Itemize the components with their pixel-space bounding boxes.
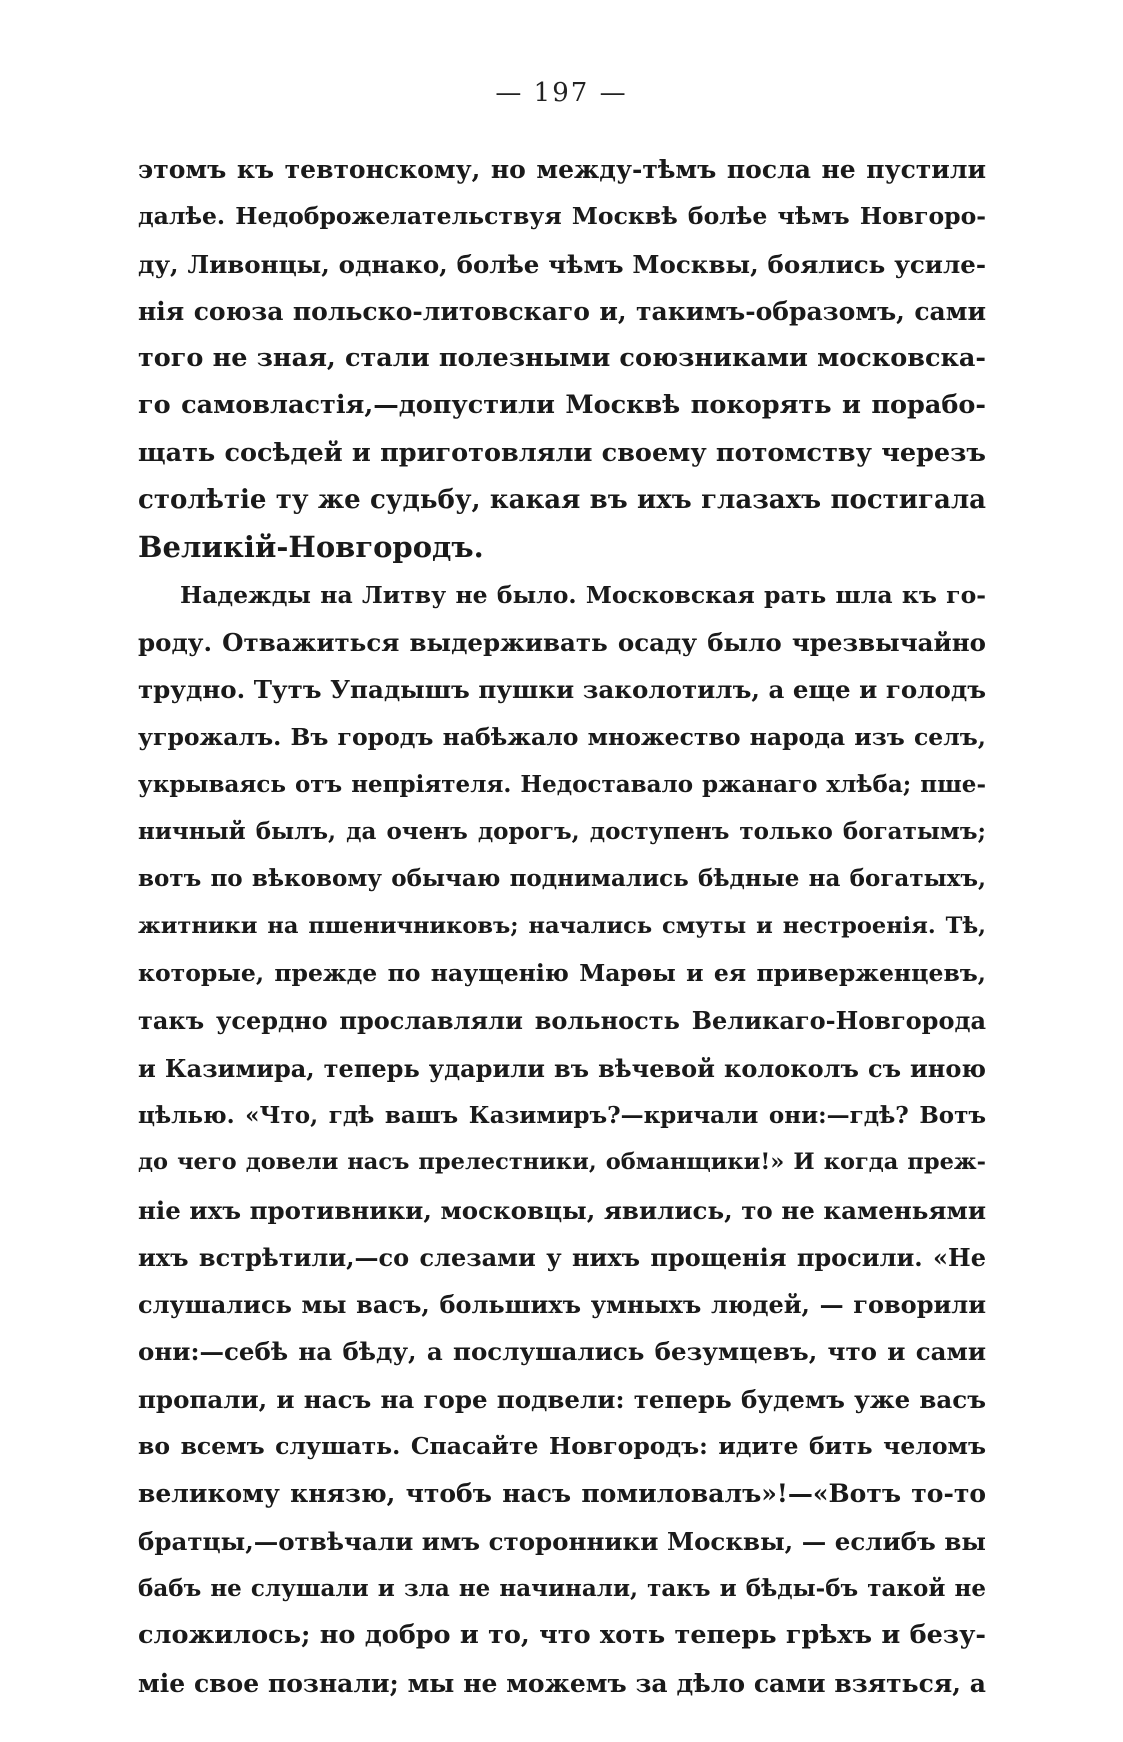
page-number: — 197 — xyxy=(495,78,628,108)
text-line: житники на пшеничниковъ; начались смуты и нестроенія. Тѣ, xyxy=(138,912,986,939)
text-line: Великій-Новгородъ. xyxy=(138,530,484,565)
text-line: которые, прежде по наущенію Марѳы и ея приверженцевъ, xyxy=(138,959,986,988)
text-line: слушались мы васъ, большихъ умныхъ людей, — говорили xyxy=(138,1290,986,1320)
text-line: до чего довели насъ прелестники, обманщики!» И когда преж- xyxy=(138,1149,986,1176)
text-line: бабъ не слушали и зла не начинали, такъ и бѣды-бъ такой не xyxy=(138,1574,986,1602)
text-line: столѣтіе ту же судьбу, какая въ ихъ глазахъ постигала xyxy=(138,485,986,516)
text-line: міе свое познали; мы не можемъ за дѣло сами взяться, а xyxy=(138,1668,986,1698)
text-line: этомъ къ тевтонскому, но между-тѣмъ посла не пустили xyxy=(138,155,986,184)
text-line: братцы,—отвѣчали имъ сторонники Москвы, — еслибъ вы xyxy=(138,1526,986,1556)
text-line: ніе ихъ противники, московцы, явились, то не каменьями xyxy=(138,1195,986,1225)
text-line: го самовластія,—допустили Москвѣ покорять и порабо- xyxy=(138,390,986,421)
text-line: укрываясь отъ непріятеля. Недоставало ржанаго хлѣба; пше- xyxy=(138,770,986,798)
text-line: пропали, и насъ на горе подвели: теперь будемъ уже васъ xyxy=(138,1384,986,1414)
text-line: угрожалъ. Въ городъ набѣжало множество народа изъ селъ, xyxy=(138,722,986,751)
text-line: во всемъ слушать. Спасайте Новгородъ: идите бить челомъ xyxy=(138,1432,986,1461)
text-line: того не зная, стали полезными союзниками московска- xyxy=(138,343,986,374)
text-line: и Казимира, теперь ударили въ вѣчевой колоколъ съ иною xyxy=(138,1053,986,1083)
text-line: цѣлью. «Что, гдѣ вашъ Казимиръ?—кричали они:—гдѣ? Вотъ xyxy=(138,1101,986,1129)
text-line: далѣе. Недоброжелательствуя Москвѣ болѣе чѣмъ Новгоро- xyxy=(138,202,986,231)
text-line: сложилось; но добро и то, что хоть теперь грѣхъ и безу- xyxy=(138,1620,986,1651)
text-line: Надежды на Литву не было. Московская рать шла къ го- xyxy=(180,580,986,609)
text-line: трудно. Тутъ Упадышъ пушки заколотилъ, а еще и голодъ xyxy=(138,675,986,705)
text-line: вотъ по вѣковому обычаю поднимались бѣдные на богатыхъ, xyxy=(138,865,986,893)
text-line: они:—себѣ на бѣду, а послушались безумцевъ, что и сами xyxy=(138,1337,986,1367)
text-line: щать сосѣдей и приготовляли своему потомству черезъ xyxy=(138,437,986,468)
text-line: нія союза польско-литовскаго и, такимъ-образомъ, сами xyxy=(138,296,986,326)
text-line: ду, Ливонцы, однако, болѣе чѣмъ Москвы, боялись усиле- xyxy=(138,249,986,279)
text-line: ихъ встрѣтили,—со слезами у нихъ прощенія просили. «Не xyxy=(138,1242,986,1272)
text-line: такъ усердно прославляли вольность Великаго-Новгорода xyxy=(138,1006,986,1036)
text-line: роду. Отважиться выдерживать осаду было чрезвычайно xyxy=(138,627,986,657)
text-line: ничный былъ, да оченъ дорогъ, доступенъ только богатымъ; xyxy=(138,818,986,846)
text-line: великому князю, чтобъ насъ помиловалъ»!—«Вотъ то-то xyxy=(138,1479,986,1509)
body-text xyxy=(138,146,986,1707)
